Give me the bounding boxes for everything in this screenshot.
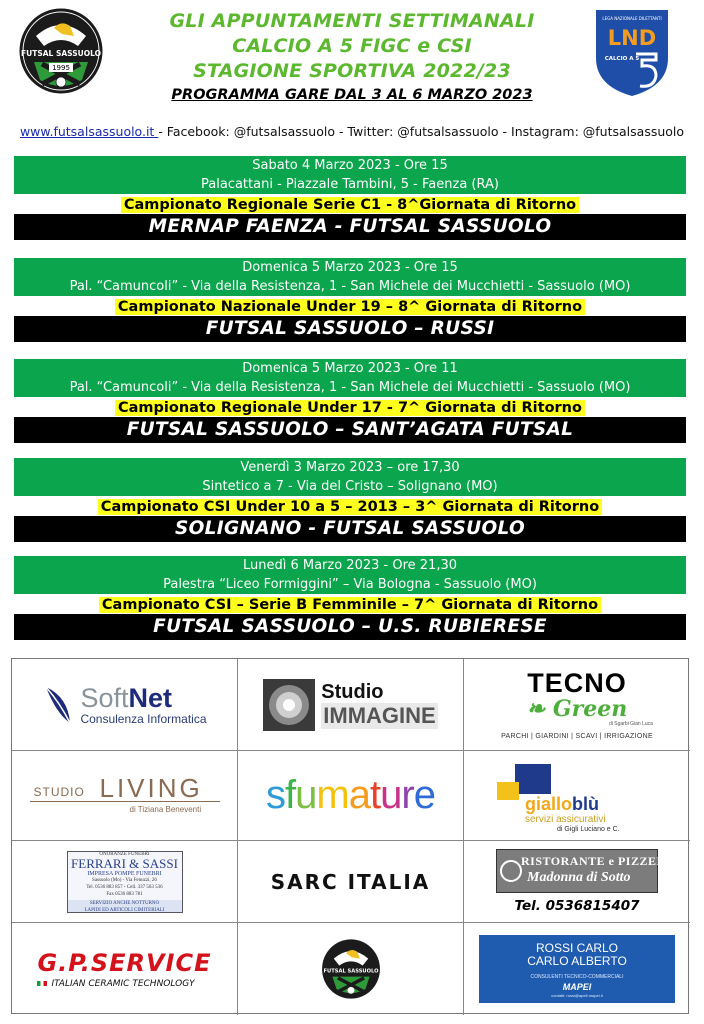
leaf-icon: ❧	[526, 696, 546, 722]
rossi-carlo-mapei: MAPEI	[562, 982, 592, 992]
match-championship: Campionato CSI Under 10 a 5 – 2013 – 3^ Giornata di Ritorno	[14, 496, 686, 516]
studio-living-divider	[30, 801, 220, 802]
tecno-green-t1: TECNO	[527, 668, 627, 698]
sponsor-gp-service	[12, 923, 238, 1015]
studio-immagine-l1: Studio	[321, 680, 384, 703]
giallo-blu-owner: di Gigli Luciano e C.	[557, 825, 620, 833]
sfumature-letter: e	[413, 773, 435, 817]
gp-service-name: G.P.SERVICE	[37, 949, 212, 977]
ferrari-sassi-address: Sassuolo (Mo) - Via Fenuzzi, 26	[92, 877, 157, 883]
match-championship: Campionato Nazionale Under 19 – 8^ Giornata di Ritorno	[14, 296, 686, 316]
sarc-italia-name: SARC ITALIA	[270, 869, 431, 894]
match-championship: Campionato Regionale Under 17 - 7^ Giornata di Ritorno	[14, 397, 686, 417]
softnet-tagline: Consulenza Informatica	[80, 711, 207, 726]
sponsor-ristorante	[464, 841, 690, 923]
match-venue: Pal. “Camuncoli” - Via della Resistenza, 1 - San Michele dei Mucchietti - Sassuolo (MO)	[14, 277, 686, 296]
tecno-green-t2: ❧ Green	[526, 696, 628, 722]
social-handles: - Facebook: @futsalsassuolo - Twitter: @futsalsassuolo - Instagram: @futsalsassuolo	[158, 124, 685, 139]
ristorante-phone: Tel. 0536815407	[514, 898, 640, 914]
ferrari-sassi-f2: IMPRESA POMPE FUNEBRI	[87, 870, 162, 877]
match-venue: Sintetico a 7 - Via del Cristo – Solignano (MO)	[14, 477, 686, 496]
sponsor-ferrari-sassi	[12, 841, 238, 923]
italy-flag-icon	[37, 981, 47, 986]
header-title-line-2: CALCIO A 5 FIGC e CSI	[232, 35, 472, 57]
softnet-feather-icon	[42, 683, 74, 727]
sfumature-letter: s	[266, 773, 286, 817]
giallo-blu-name: gialloblù	[525, 793, 600, 814]
sfumature-letter: r	[401, 773, 414, 817]
match-teams: FUTSAL SASSUOLO – SANT’AGATA FUTSAL	[14, 417, 686, 443]
studio-immagine-l2: IMMAGINE	[323, 702, 436, 728]
sponsor-sfumature	[238, 751, 464, 841]
sfumature-letter: u	[295, 773, 317, 817]
club-logo-text: FUTSAL SASSUOLO	[21, 49, 101, 58]
sfumature-logo	[266, 773, 435, 818]
match-block	[14, 359, 686, 443]
rossi-carlo-names: ROSSI CARLO CARLO ALBERTO	[527, 941, 627, 968]
studio-living-l1: STUDIO	[33, 784, 85, 799]
tecno-green-services: PARCHI | GIARDINI | SCAVI | IRRIGAZIONE	[501, 733, 653, 740]
studio-immagine-square-icon	[263, 679, 315, 731]
ferrari-sassi-service: SERVIZIO ANCHE NOTTURNO LAPIDI ED ARTICOLI CIMITERIALI	[68, 900, 182, 913]
studio-living-l2: LIVING	[99, 772, 203, 803]
ferrari-sassi-name: FERRARI & SASSI	[71, 855, 178, 871]
match-date: Venerdì 3 Marzo 2023 – ore 17,30	[14, 458, 686, 477]
sponsor-grid	[11, 658, 689, 1014]
sfumature-letter: m	[316, 773, 349, 817]
header-subtitle: PROGRAMMA GARE DAL 3 AL 6 MARZO 2023	[171, 87, 533, 103]
lnd-logo-text: LND	[607, 26, 657, 50]
match-teams: MERNAP FAENZA - FUTSAL SASSUOLO	[14, 214, 686, 240]
sponsor-studio-immagine	[238, 659, 464, 751]
header-title-line-3: STAGIONE SPORTIVA 2022/23	[193, 60, 511, 82]
social-links	[0, 124, 704, 139]
ferrari-sassi-f0: ONORANZE FUNEBRI	[99, 851, 150, 857]
lnd-calcio-a-5-logo	[592, 6, 672, 98]
match-championship: Campionato Regionale Serie C1 - 8^Giornata di Ritorno	[14, 194, 686, 214]
match-teams: SOLIGNANO - FUTSAL SASSUOLO	[14, 516, 686, 542]
sponsor-sarc-italia	[238, 841, 464, 923]
match-teams: FUTSAL SASSUOLO – U.S. RUBIERESE	[14, 614, 686, 640]
sponsor-futsal-sassuolo	[238, 923, 464, 1015]
match-teams: FUTSAL SASSUOLO – RUSSI	[14, 316, 686, 342]
match-championship: Campionato CSI – Serie B Femminile – 7^ Giornata di Ritorno	[14, 594, 686, 614]
sfumature-letter: a	[348, 773, 370, 817]
match-date: Domenica 5 Marzo 2023 - Ore 11	[14, 359, 686, 378]
giallo-blu-blue-square	[515, 764, 551, 794]
website-link[interactable]: www.futsalsassuolo.it	[19, 124, 159, 139]
gp-service-tagline: ITALIAN CERAMIC TECHNOLOGY	[37, 979, 211, 989]
giallo-blu-tagline: servizi assicurativi	[525, 813, 606, 825]
sponsor-studio-living	[12, 751, 238, 841]
rossi-carlo-contact: contatti: rossi@apeit.mapei.it	[551, 993, 603, 998]
lnd-logo-sub: CALCIO A 5	[604, 56, 640, 62]
giallo-blu-yellow-square	[497, 782, 519, 800]
header-title-line-1: GLI APPUNTAMENTI SETTIMANALI	[169, 10, 535, 32]
futsal-sassuolo-logo	[16, 6, 106, 96]
studio-living-l3: di Tiziana Beneventi	[129, 804, 202, 814]
match-block	[14, 556, 686, 640]
match-date: Sabato 4 Marzo 2023 - Ore 15	[14, 156, 686, 175]
futsal-sassuolo-small-logo	[320, 938, 382, 1000]
sponsor-tecno-green	[464, 659, 690, 751]
match-venue: Palacattani - Piazzale Tambini, 5 - Faenza (RA)	[14, 175, 686, 194]
sfumature-letter: f	[285, 773, 296, 817]
match-venue: Palestra “Liceo Formiggini” – Via Bologna - Sassuolo (MO)	[14, 575, 686, 594]
ristorante-l2: Madonna di Sotto	[527, 870, 631, 885]
match-block	[14, 458, 686, 542]
tecno-green-owner: di Sgarbi Gian Luca	[609, 721, 653, 727]
ristorante-emblem-icon	[500, 860, 522, 882]
sponsor-giallo-blu	[464, 751, 690, 841]
sfumature-letter: t	[370, 773, 381, 817]
small-logo-text: FUTSAL SASSUOLO	[323, 968, 378, 975]
match-block	[14, 258, 686, 342]
ferrari-sassi-fax: Fax 0536 883 781	[106, 891, 143, 897]
lnd-logo-top: LEGA NAZIONALE DILETTANTI	[602, 16, 662, 21]
ristorante-l1: RISTORANTE e PIZZERIA	[521, 854, 680, 868]
match-block	[14, 156, 686, 240]
club-logo-year: 1995	[52, 64, 70, 72]
match-date: Domenica 5 Marzo 2023 - Ore 15	[14, 258, 686, 277]
softnet-name: SoftNet	[80, 682, 172, 713]
ristorante-sign	[496, 849, 680, 893]
sponsor-rossi-carlo	[464, 923, 690, 1015]
ferrari-sassi-phone: Tel. 0536 883 857 - Cell. 337 563 536	[86, 884, 163, 890]
match-venue: Pal. “Camuncoli” - Via della Resistenza, 1 - San Michele dei Mucchietti - Sassuolo (MO)	[14, 378, 686, 397]
rossi-carlo-role: CONSULENTI TECNICO-COMMERCIALI	[530, 974, 624, 980]
match-date: Lunedì 6 Marzo 2023 - Ore 21,30	[14, 556, 686, 575]
sponsor-softnet	[12, 659, 238, 751]
sfumature-letter: u	[380, 773, 402, 817]
